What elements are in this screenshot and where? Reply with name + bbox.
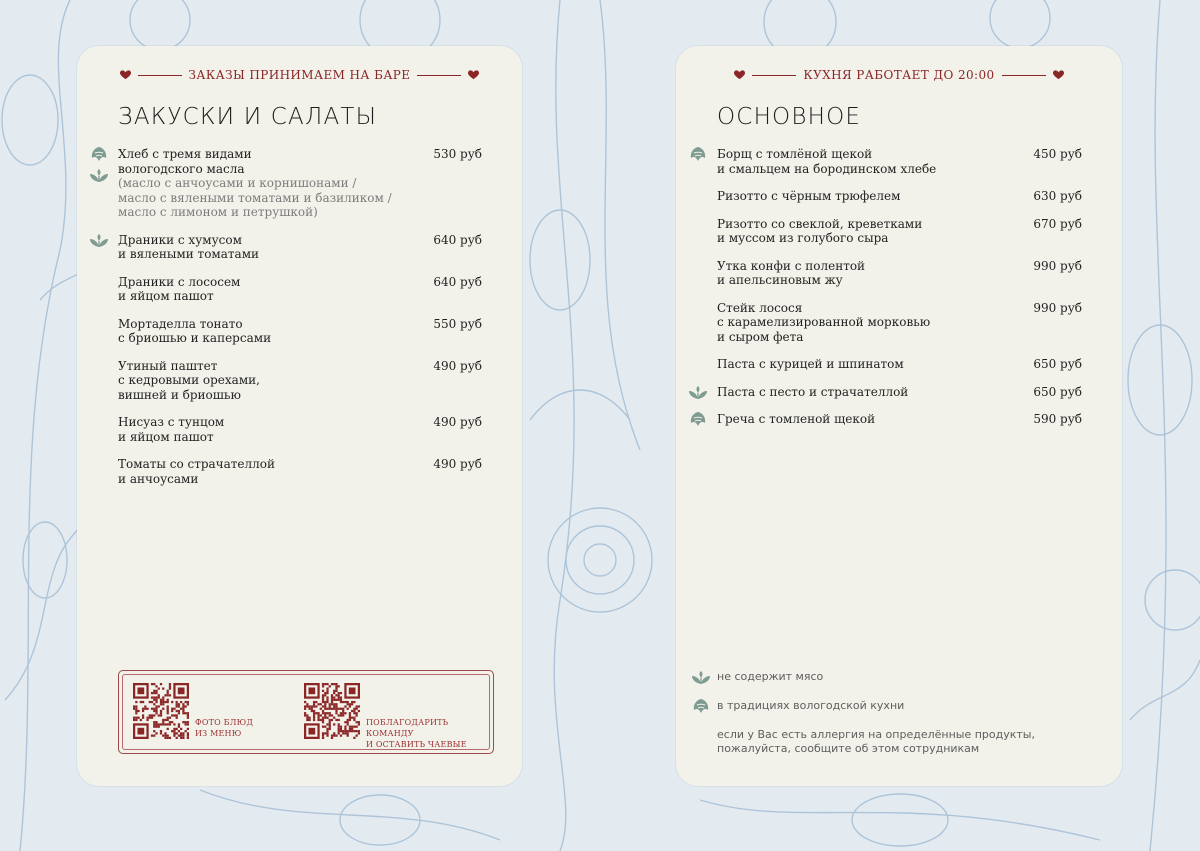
dish-price: 650 руб: [1033, 384, 1082, 399]
dish-price: 670 руб: [1033, 216, 1082, 231]
menu-item: [118, 359, 482, 403]
menu-page-right: [676, 46, 1122, 786]
vegetarian-icon: [88, 165, 112, 185]
menu-item-row: [717, 147, 1082, 176]
legend-text: в традициях вологодской кухни: [717, 699, 905, 712]
menu-items-list: [118, 147, 482, 499]
allergy-note-text: если у Вас есть аллергия на определённые продукты, пожалуйста, сообщите об этом сотрудникам: [717, 728, 1035, 755]
menu-page-left: [77, 46, 522, 786]
legend-text: не содержит мясо: [717, 670, 824, 683]
dish-price: 630 руб: [1033, 189, 1082, 203]
menu-item-row: [717, 385, 1082, 400]
bar-orders-banner: [77, 68, 522, 82]
vologda-tradition-icon: [88, 144, 112, 164]
dish-name: Паста с песто и страчателлой: [717, 384, 909, 399]
dish-name: Ризотто со свеклой, креветками и муссом из голубого сыра: [717, 216, 923, 245]
dish-price: 490 руб: [433, 415, 482, 429]
dish-price: 990 руб: [1033, 258, 1082, 273]
vologda-tradition-icon: [687, 409, 711, 429]
banner-text: КУХНЯ РАБОТАЕТ ДО 20:00: [803, 68, 995, 82]
item-icons: [687, 382, 711, 403]
legend-vegetarian: [690, 670, 1102, 684]
dish-name: Ризотто с чёрным трюфелем: [717, 189, 901, 203]
divider-line: [1002, 75, 1046, 76]
menu-item-row: [717, 189, 1082, 204]
vologda-tradition-icon: [690, 696, 712, 716]
menu-item: [717, 217, 1082, 246]
menu-item: [717, 259, 1082, 288]
divider-line: [138, 75, 182, 76]
menu-item: [717, 301, 1082, 345]
item-icons: [687, 409, 711, 430]
menu-items-list: [717, 147, 1082, 440]
dish-name: Нисуаз с тунцом и яйцом пашот: [118, 415, 225, 444]
dish-name: Утка конфи с полентой и апельсиновым жу: [717, 258, 866, 287]
qr-label-photos: ФОТО БЛЮД ИЗ МЕНЮ: [195, 718, 254, 738]
allergy-note: [690, 728, 1102, 756]
dish-name: Драники с хумусом и вялеными томатами: [118, 232, 260, 261]
qr-label-tips: ПОБЛАГОДАРИТЬ КОМАНДУ И ОСТАВИТЬ ЧАЕВЫЕ: [366, 718, 467, 749]
menu-item: [118, 147, 482, 220]
menu-item: [118, 275, 482, 304]
dish-price: 640 руб: [433, 232, 482, 247]
dish-price: 490 руб: [433, 358, 482, 373]
menu-item: [717, 147, 1082, 176]
menu-item-row: [118, 233, 482, 262]
menu-item-row: [717, 259, 1082, 288]
menu-item: [118, 233, 482, 262]
item-icons: [687, 144, 711, 165]
menu-item: [118, 457, 482, 486]
menu-item-row: [717, 412, 1082, 427]
menu-item: [717, 385, 1082, 400]
menu-item: [717, 412, 1082, 427]
dish-name: Томаты со страчателлой и анчоусами: [118, 457, 275, 486]
menu-item: [118, 415, 482, 444]
dish-price: 590 руб: [1033, 412, 1082, 426]
section-title: ЗАКУСКИ И САЛАТЫ: [118, 104, 378, 130]
banner-text: ЗАКАЗЫ ПРИНИМАЕМ НА БАРЕ: [188, 68, 411, 82]
menu-item: [118, 317, 482, 346]
vegetarian-icon: [690, 667, 712, 687]
dish-name: Паста с курицей и шпинатом: [717, 357, 904, 371]
menu-item-row: [118, 415, 482, 444]
heart-icon: [1053, 70, 1064, 80]
dish-name: Утиный паштет с кедровыми орехами, вишней и бриошью: [118, 358, 260, 402]
divider-line: [752, 75, 796, 76]
heart-icon: [734, 70, 745, 80]
menu-item-row: [717, 357, 1082, 372]
vologda-tradition-icon: [687, 144, 711, 164]
vegetarian-icon: [687, 382, 711, 402]
vegetarian-icon: [88, 230, 112, 250]
dish-price: 490 руб: [433, 457, 482, 471]
item-icons: [88, 230, 112, 251]
heart-icon: [468, 70, 479, 80]
dish-price: 990 руб: [1033, 300, 1082, 315]
dish-price: 650 руб: [1033, 357, 1082, 371]
dish-note: (масло с анчоусами и корнишонами / масло с вялеными томатами и базиликом / масло с лимоном и петрушкой): [118, 176, 392, 219]
menu-item-row: [118, 147, 482, 176]
dish-name: Мортаделла тонато с бриошью и каперсами: [118, 316, 272, 345]
divider-line: [417, 75, 461, 76]
legend-vologda: [690, 699, 1102, 713]
dish-price: 640 руб: [433, 274, 482, 289]
dish-price: 450 руб: [1033, 147, 1082, 161]
dish-name: Стейк лосося с карамелизированной морковью и сыром фета: [717, 300, 931, 344]
qr-code-tips[interactable]: [304, 683, 360, 739]
menu-item-row: [118, 317, 482, 346]
dish-price: 530 руб: [433, 147, 482, 161]
qr-codes-box: [118, 670, 494, 754]
dish-name: Хлеб с тремя видами вологодского масла: [118, 147, 252, 176]
menu-item-row: [118, 457, 482, 486]
dish-name: Греча с томленой щекой: [717, 412, 876, 426]
dish-price: 550 руб: [433, 316, 482, 331]
dish-name: Драники с лососем и яйцом пашот: [118, 274, 241, 303]
heart-icon: [120, 70, 131, 80]
item-icons: [88, 144, 112, 186]
dish-name: Борщ с томлёной щекой и смальцем на бородинском хлебе: [717, 147, 937, 176]
menu-item-row: [118, 275, 482, 304]
menu-item: [717, 189, 1082, 204]
qr-code-photos[interactable]: [133, 683, 189, 739]
kitchen-hours-banner: [676, 68, 1122, 82]
menu-item-row: [717, 301, 1082, 345]
menu-item-row: [118, 359, 482, 403]
menu-item: [717, 357, 1082, 372]
section-title: ОСНОВНОЕ: [717, 104, 862, 130]
menu-item-row: [717, 217, 1082, 246]
